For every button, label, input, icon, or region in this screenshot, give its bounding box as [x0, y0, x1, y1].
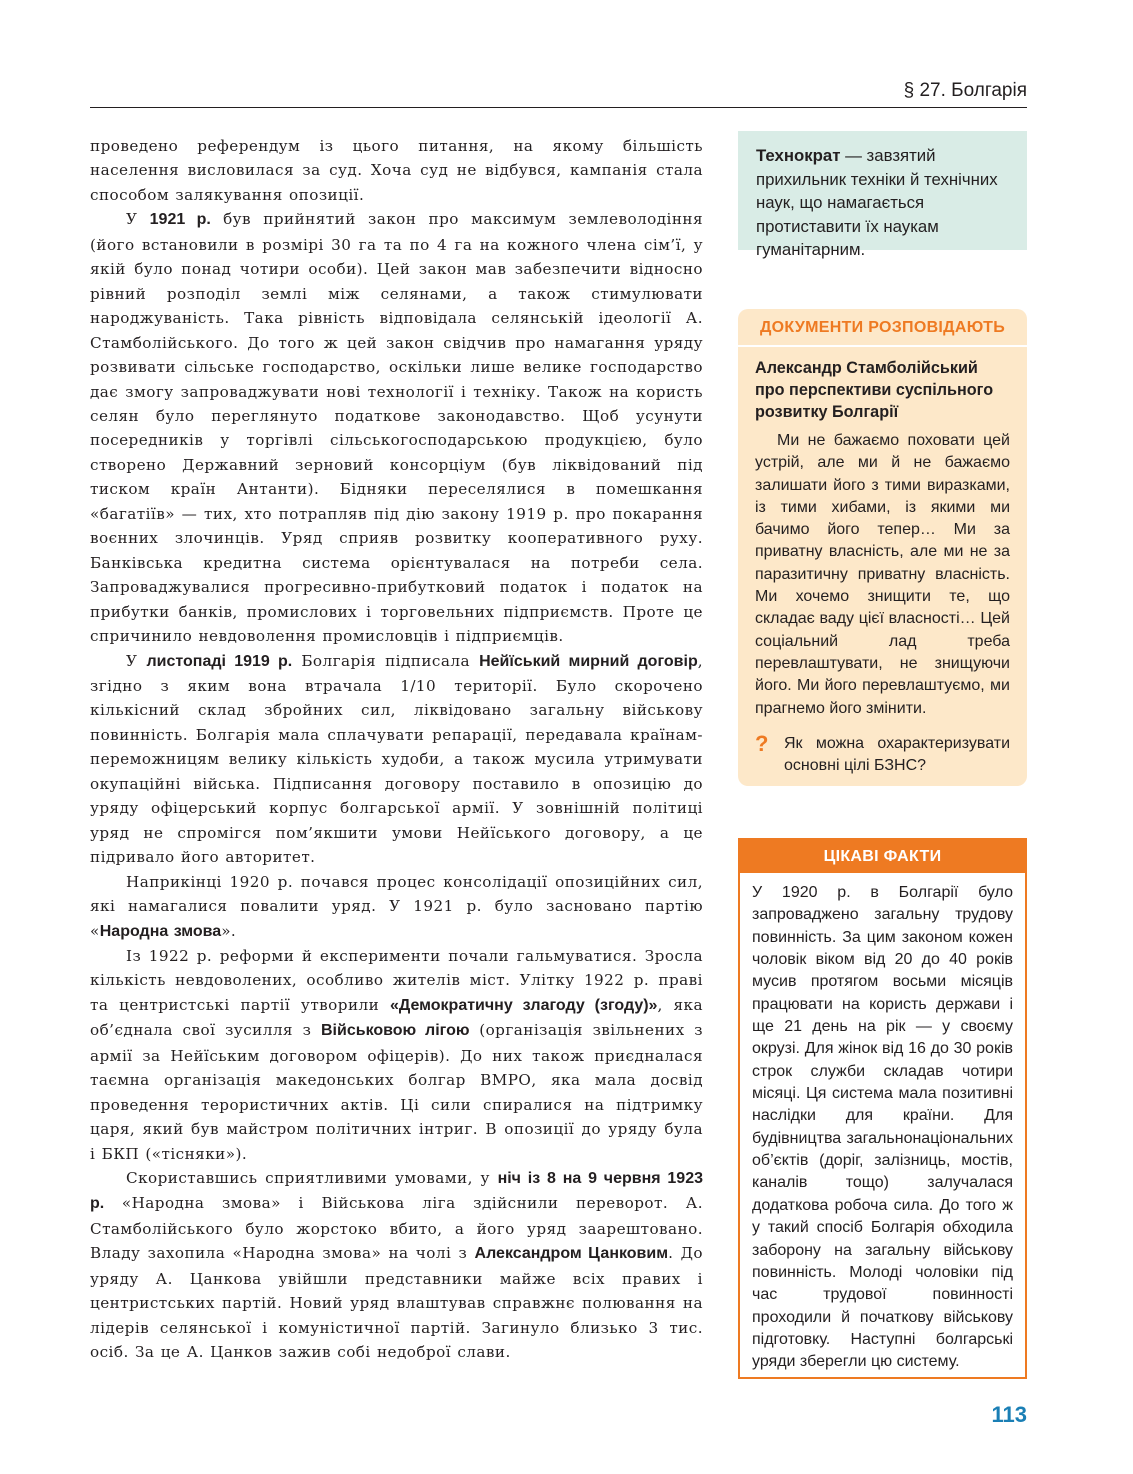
- p5-bold-accord: «Демократичну злагоду (згоду)»: [389, 996, 658, 1014]
- p3-bold-date: листопаді 1919 р.: [146, 652, 293, 670]
- p4-text-a: Наприкінці 1920 р. почався процес консолідації опозиційних сил, які намагалися повалити уряд. У 1921 р. було засновано партію «: [90, 872, 703, 940]
- main-text-column: [90, 134, 703, 1390]
- paragraph-1: [90, 134, 703, 207]
- documents-question: [755, 730, 1010, 778]
- glossary-box: [738, 131, 1027, 259]
- documents-quote: Ми не бажаємо поховати цей устрій, але ми й не бажаємо залишати його з тими виразками, із тими хибами, із якими ми бачимо його тепер… Ми за приватну власність, але ми не за паразитичну приватну власність. Ми хочемо знищити те, що складає ваду цієї власності… Цей соціальний лад треба перевлаштувати, не знищуючи його. Ми його перевлаштуємо, ми прагнемо його змінити.: [755, 432, 1010, 717]
- p6-bold-date: ніч із 8 на 9 червня 1923 р.: [90, 1170, 704, 1213]
- p3-text-c: , згідно з яким вона втрачала 1/10 території. Було скорочено кількісний склад збройних сил, ліквідовано загальну військову повинність. Болгарія мала сплачувати репарації, передавала країнам-переможницям велику кількість худоби, а також мусила утримувати окупаційні війська. Підписання договору поставило в опозицію до уряду офіцерський корпус болгарської армії. У зовнішній політиці уряд не спромігся пом’якшити умови Нейїського договору, а це підривало його авторитет.: [90, 651, 704, 867]
- question-mark-icon: ?: [755, 730, 769, 756]
- p5-bold-league: Військовою лігою: [321, 1022, 470, 1040]
- p5-text-b: , яка об’єднала свої зусилля з: [90, 995, 703, 1040]
- paragraph-6: [90, 1166, 703, 1365]
- documents-divider: [738, 345, 1027, 347]
- p6-text-a: Скориставшись сприятливими умовами, у: [126, 1169, 498, 1188]
- p5-text-c: (організація звільнених з армії за Нейїським договором офіцерів). До них також приєдналася таємна організація македонських болгар ВМРО, яка мала досвід проведення терористичних актів. Ці сили спиралися на підтримку царя, який був майстром політичних інтриг. В опозиції до уряду була і БКП («тісняки»).: [90, 1021, 703, 1163]
- facts-body: У 1920 р. в Болгарії було запроваджено загальну трудову повинність. За цим законом кожен чоловік віком від 20 до 40 років мусив протягом восьми місяців працювати на користь держави і ще 21 день на рік — у своєму окрузі. Для жінок від 16 до 30 років строк служби складав чотири місяці. Ця система мала позитивні наслідки для країни. Для будівництва загальнонаціональних об’єктів (доріг, залізниць, мостів, каналів тощо) залучалася додаткова робоча сила. До того ж у такий спосіб Болгарія обходила заборону на загальну військову повинність. Молоді чоловіки під час трудової повинності проходили й початкову військову підготовку. Наступні болгарські уряди зберегли цю систему.: [752, 884, 1013, 1371]
- p6-bold-name: Александром Цанковим: [474, 1245, 669, 1263]
- paragraph-1-text: проведено референдум із цього питання, на якому більшість населення висловилася за суд. Хоча суд не відбувся, кампанія стала способом залякування опозиції.: [90, 137, 703, 204]
- p3-text-a: У: [126, 651, 147, 670]
- p2-bold-date: 1921 р.: [149, 211, 211, 229]
- p6-text-c: . До уряду А. Цанкова увійшли представники майже всіх правих і центристських партій. Новий уряд влаштував справжнє полювання на лідерів селянської і комуністичної партій. Загинуло близько 3 тис. осіб. За це А. Цанков зажив собі недоброї слави.: [90, 1244, 704, 1362]
- paragraph-3: [90, 649, 703, 870]
- p2-text-a: У: [126, 210, 150, 229]
- documents-title: ДОКУМЕНТИ РОЗПОВІДАЮТЬ: [759, 319, 1006, 336]
- facts-title: ЦІКАВІ ФАКТИ: [740, 840, 1025, 873]
- documents-question-text: Як можна охарактеризувати основні цілі БЗНС?: [784, 734, 1010, 775]
- page-header: [90, 80, 1027, 108]
- documents-heading: Александр Стамболійський про перспективи суспільного розвитку Болгарії: [755, 359, 994, 421]
- paragraph-2: [90, 207, 703, 648]
- p4-text-b: ».: [221, 921, 237, 940]
- p6-text-b: «Народна змова» і Військова ліга здійснили переворот. А. Стамболійського було жорстоко вбито, а його уряд заарештовано. Владу захопила «Народна змова» на чолі з: [90, 1194, 703, 1263]
- facts-box: [738, 838, 1027, 1379]
- paragraph-4: [90, 870, 703, 944]
- paragraph-5: [90, 944, 703, 1166]
- page-number: 113: [991, 1402, 1027, 1427]
- p3-bold-treaty: Нейїський мирний договір: [479, 652, 698, 670]
- p2-text-b: був прийнятий закон про максимум землеволодіння (його встановили в розмірі 30 га та по 4 га на кожного члена сім’ї, у якій було понад чотири особи). Цей закон мав забезпечити відносно рівний розподіл землі між селянами, а також стимулювати народжуваність. Така рівність відповідала селянській ідеології А. Стамболійського. До того ж цей закон свідчив про намагання уряду розвивати сільське господарство, оскільки лише велике господарство дає змогу запроваджувати нові технології і техніку. Також на користь селян було переглянуто податкове законодавство. Щоб усунути посередників у торгівлі сільськогосподарською продукцією, було створено Державний зерновий консорціум (був ліквідований під тиском країн Антанти). Бідняки переселялися в помешкання «багатіїв» — тих, хто потрапляв під дію закону 1919 р. про покарання воєнних злочинців. Уряд сприяв розвитку кооперативного руху. Банківська кредитна система орієнтувалася на потреби села. Запроваджувалися прогресивно-прибутковий податок і податок на прибутки банків, промислових і торговельних підприємств. Проте це спричинило невдоволення промисловців і підприємців.: [90, 210, 704, 646]
- p3-text-b: Болгарія підписала: [292, 651, 480, 670]
- section-title: § 27. Болгарія: [903, 80, 1027, 101]
- glossary-term: Технократ: [756, 146, 841, 165]
- p4-bold-party: Народна змова: [99, 922, 222, 940]
- glossary-definition: — завзятий прихильник техніки й технічних наук, що намагається протиставити їх наукам гуманітарним.: [756, 146, 998, 259]
- documents-box: [738, 309, 1027, 786]
- p5-text-a: Із 1922 р. реформи й експерименти почали гальмуватися. Зросла кількість невдоволених, особливо жителів міст. Улітку 1922 р. праві та центристські партії утворили: [90, 946, 703, 1014]
